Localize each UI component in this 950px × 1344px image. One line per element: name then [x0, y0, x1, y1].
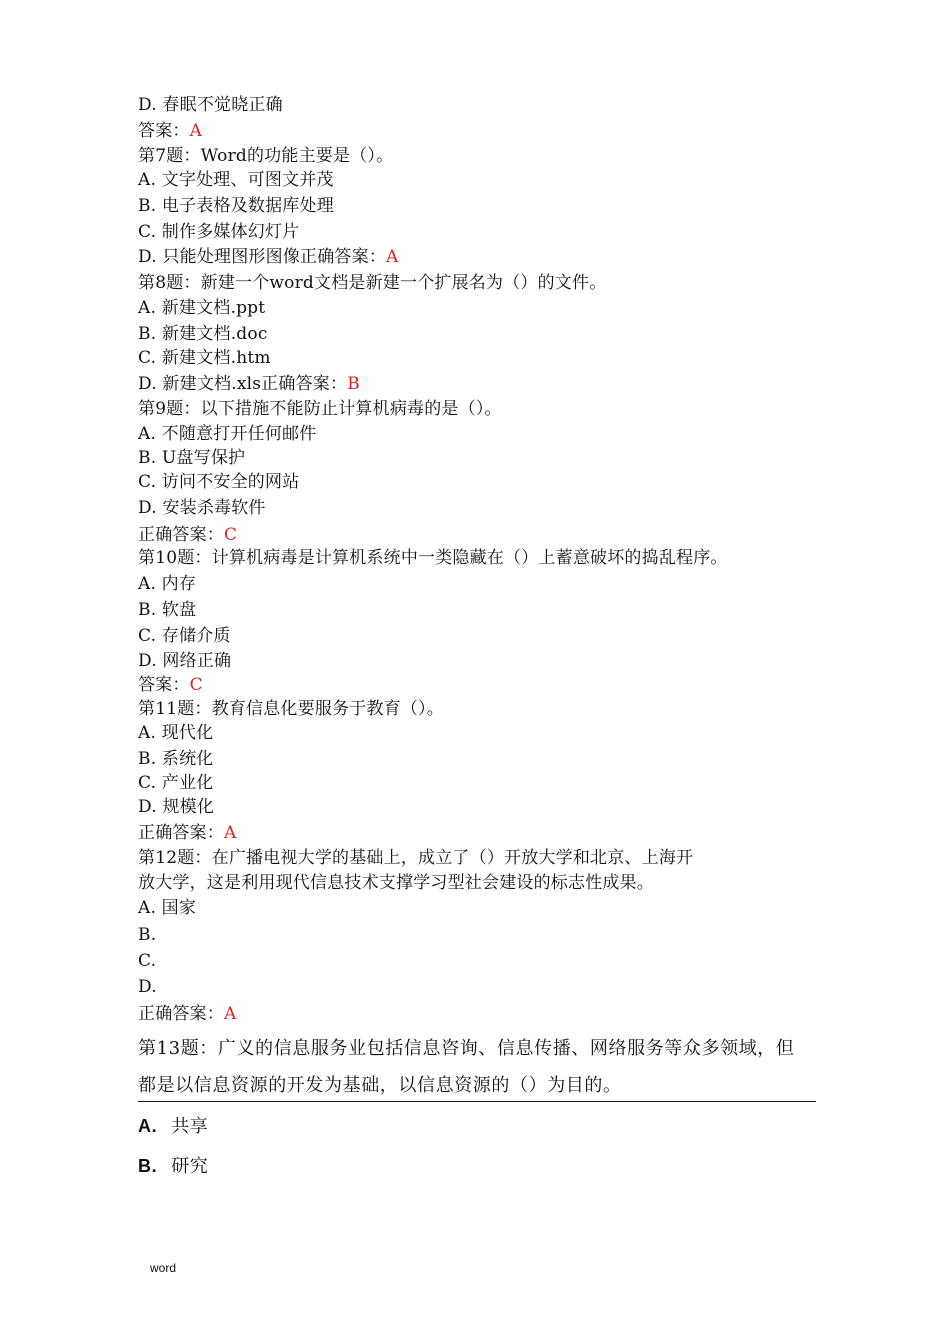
- question-11: 第11题：教育信息化要服务于教育（）。: [138, 699, 444, 719]
- answer-value: A: [224, 823, 237, 843]
- question-13-continued: 都是以信息资源的开发为基础，以信息资源的（）为目的。: [138, 1075, 622, 1096]
- option-line: C. 访问不安全的网站: [138, 472, 300, 492]
- option-line: D.: [138, 977, 157, 997]
- option-line: C. 制作多媒体幻灯片: [138, 222, 300, 242]
- answer-line: 答案：A: [138, 121, 203, 141]
- option-label: A.: [138, 1116, 158, 1136]
- option-line: A. 内存: [138, 574, 197, 594]
- answer-value: A: [189, 121, 203, 141]
- question-8: 第8题：新建一个word文档是新建一个扩展名为（）的文件。: [138, 273, 607, 293]
- answer-value: C: [224, 525, 238, 545]
- option-text: 研究: [171, 1156, 209, 1177]
- option-line: A. 文字处理、可图文并茂: [138, 170, 334, 190]
- question-9: 第9题：以下措施不能防止计算机病毒的是（）。: [138, 399, 502, 419]
- question-12: 第12题：在广播电视大学的基础上，成立了（）开放大学和北京、上海开: [138, 848, 694, 868]
- option-label: B.: [138, 1156, 158, 1176]
- text-line: D. 春眠不觉晓正确: [138, 95, 283, 115]
- footer-text: word: [150, 1261, 177, 1275]
- answer-value: A: [386, 247, 399, 267]
- question-10: 第10题：计算机病毒是计算机系统中一类隐藏在（）上蓄意破坏的捣乱程序。: [138, 548, 728, 568]
- option-line: B. 系统化: [138, 749, 214, 769]
- option-line: D. 新建文档.xls正确答案：B: [138, 374, 360, 394]
- horizontal-rule: [138, 1101, 816, 1102]
- question-13: 第13题：广义的信息服务业包括信息咨询、信息传播、网络服务等众多领域，但: [138, 1038, 795, 1059]
- option-line: D. 只能处理图形图像正确答案：A: [138, 247, 399, 267]
- option-line: A. 新建文档.ppt: [138, 298, 266, 318]
- option-line: B. U盘写保护: [138, 448, 246, 468]
- option-line: A. 不随意打开任何邮件: [138, 424, 317, 444]
- question-7: 第7题：Word的功能主要是（）。: [138, 146, 394, 166]
- answer-value: A: [224, 1004, 237, 1024]
- option-line: [138, 1114, 208, 1139]
- option-line: C. 产业化: [138, 773, 214, 793]
- answer-line: 正确答案：A: [138, 823, 237, 843]
- option-line: B. 电子表格及数据库处理: [138, 196, 334, 216]
- option-line: B. 软盘: [138, 600, 197, 620]
- option-line: B. 新建文档.doc: [138, 324, 268, 344]
- option-line: D. 安装杀毒软件: [138, 498, 266, 518]
- option-line: A. 现代化: [138, 723, 214, 743]
- option-line: C. 存储介质: [138, 626, 231, 646]
- option-line: A. 国家: [138, 898, 197, 918]
- option-line: [138, 1154, 208, 1179]
- answer-line: 答案：C: [138, 675, 203, 695]
- option-line: D. 网络正确: [138, 651, 232, 671]
- option-line: C. 新建文档.htm: [138, 348, 271, 368]
- answer-value: B: [347, 374, 360, 394]
- option-line: D. 规模化: [138, 797, 215, 817]
- option-line: C.: [138, 951, 157, 971]
- option-line: B.: [138, 925, 157, 945]
- option-text: 共享: [171, 1116, 209, 1137]
- answer-value: C: [189, 675, 203, 695]
- answer-line: 正确答案：C: [138, 525, 238, 545]
- answer-line: 正确答案：A: [138, 1004, 237, 1024]
- question-12-continued: 放大学，这是利用现代信息技术支撑学习型社会建设的标志性成果。: [138, 873, 654, 893]
